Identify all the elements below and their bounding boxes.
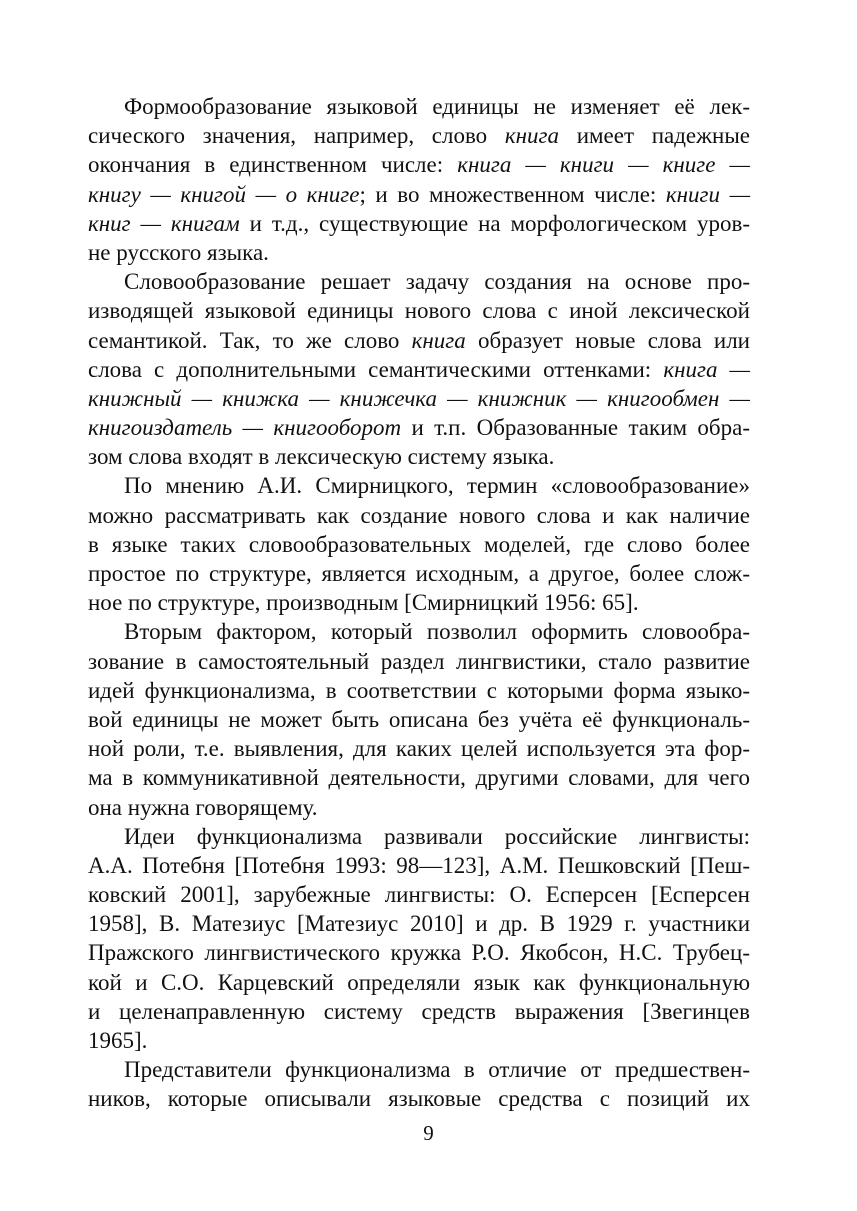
text-run: окончания в единственном числе: bbox=[88, 152, 458, 178]
text-run: сического значения, например, слово bbox=[88, 123, 505, 149]
page-body bbox=[88, 92, 750, 1114]
text-run: 1958], В. Матезиус [Матезиус 2010] и др. В 1929 г. участники bbox=[88, 911, 750, 937]
italic-text: книжный — книжка — книжечка — книжник — книгообмен — bbox=[88, 385, 750, 411]
text-line bbox=[88, 968, 750, 997]
text-run: изводящей языковой единицы нового слова с иной лексической bbox=[88, 298, 750, 324]
text-line bbox=[88, 296, 750, 325]
text-run: Вторым фактором, который позволил оформить словообра- bbox=[124, 619, 750, 645]
text-line bbox=[88, 384, 750, 413]
text-run: кой и С.О. Карцевский определяли язык как функциональную bbox=[88, 969, 750, 995]
text-line bbox=[88, 150, 750, 179]
page-number: 9 bbox=[423, 1121, 434, 1145]
text-line bbox=[88, 355, 750, 384]
text-run: идей функционализма, в соответствии с которыми форма языко- bbox=[88, 677, 750, 703]
text-run: в языке таких словообразовательных моделей, где слово более bbox=[88, 531, 750, 557]
text-run: ковский 2001], зарубежные лингвисты: О. Есперсен [Есперсен bbox=[88, 882, 750, 908]
text-run: ма в коммуникативной деятельности, другими словами, для чего bbox=[88, 765, 750, 791]
text-line bbox=[88, 734, 750, 763]
text-line bbox=[88, 559, 750, 588]
paragraph bbox=[88, 92, 750, 267]
text-run: простое по структуре, является исходным, а другое, более слож- bbox=[88, 561, 750, 586]
text-run: зом слова входят в лексическую систему языка. bbox=[88, 444, 555, 470]
paragraph bbox=[88, 822, 750, 1056]
italic-text: книга bbox=[411, 327, 466, 353]
text-run: вой единицы не может быть описана без учёта её функциональ- bbox=[88, 706, 750, 732]
text-line bbox=[88, 647, 750, 676]
italic-text: книг — книгам bbox=[88, 210, 240, 236]
text-run: и т.п. Образованные таким обра- bbox=[401, 415, 750, 441]
text-line bbox=[88, 1026, 750, 1055]
text-run: По мнению А.И. Смирницкого, термин «словообразование» bbox=[124, 473, 750, 499]
text-run: и целенаправленную систему средств выражения [Звегинцев bbox=[88, 998, 750, 1024]
text-line bbox=[88, 909, 750, 938]
text-line bbox=[88, 997, 750, 1026]
paragraph bbox=[88, 267, 750, 471]
paragraph bbox=[88, 617, 750, 821]
text-line bbox=[88, 530, 750, 559]
text-run: Представители функционализма в отличие от предшествен- bbox=[124, 1057, 750, 1083]
text-run: зование в самостоятельный раздел лингвистики, стало развитие bbox=[88, 648, 750, 674]
text-run: Пражского лингвистического кружка Р.О. Якобсон, Н.С. Трубец- bbox=[88, 940, 750, 966]
text-line bbox=[88, 121, 750, 150]
text-run: образует новые слова или bbox=[465, 327, 750, 353]
text-run: ; и во множественном числе: bbox=[359, 181, 666, 207]
italic-text: книга — bbox=[663, 356, 751, 382]
text-line bbox=[88, 180, 750, 209]
text-line bbox=[88, 413, 750, 442]
text-line bbox=[88, 92, 750, 121]
text-line bbox=[88, 326, 750, 355]
text-line bbox=[88, 851, 750, 880]
text-run: 1965]. bbox=[88, 1028, 148, 1053]
text-run: можно рассматривать как создание нового слова и как наличие bbox=[88, 502, 750, 528]
italic-text: книгу — книгой — о книге bbox=[88, 181, 360, 207]
text-line bbox=[88, 209, 750, 238]
text-line bbox=[88, 793, 750, 822]
text-line bbox=[88, 267, 750, 296]
text-run: ное по структуре, производным [Смирницкий 1956: 65]. bbox=[88, 590, 639, 616]
text-run: Идеи функционализма развивали российские лингвисты: bbox=[124, 823, 750, 849]
text-run: семантикой. Так, то же слово bbox=[88, 327, 412, 353]
text-run: и т.д., существующие на морфологическом уров- bbox=[239, 210, 750, 236]
text-line bbox=[88, 1084, 750, 1113]
italic-text: книга — книги — книге — bbox=[457, 152, 750, 178]
text-line bbox=[88, 471, 750, 500]
text-line bbox=[88, 588, 750, 617]
text-line bbox=[88, 1055, 750, 1084]
italic-text: книги — bbox=[665, 181, 751, 207]
text-line bbox=[88, 705, 750, 734]
text-run: ной роли, т.е. выявления, для каких целей используется эта фор- bbox=[88, 736, 750, 762]
text-run: не русского языка. bbox=[88, 239, 269, 265]
text-run: она нужна говорящему. bbox=[88, 794, 318, 820]
text-line bbox=[88, 938, 750, 967]
text-run: имеет падежные bbox=[559, 123, 751, 149]
italic-text: книгоиздатель — книгооборот bbox=[88, 415, 402, 441]
paragraph bbox=[88, 1055, 750, 1113]
text-line bbox=[88, 676, 750, 705]
text-line bbox=[88, 617, 750, 646]
text-line bbox=[88, 763, 750, 792]
text-run: Формообразование языковой единицы не изменяет её лек- bbox=[124, 94, 750, 119]
text-line bbox=[88, 238, 750, 267]
text-line bbox=[88, 880, 750, 909]
text-run: ников, которые описывали языковые средства с позиций их bbox=[88, 1086, 750, 1112]
text-line bbox=[88, 501, 750, 530]
italic-text: книга bbox=[504, 123, 559, 149]
text-line bbox=[88, 822, 750, 851]
text-line bbox=[88, 442, 750, 471]
text-run: А.А. Потебня [Потебня 1993: 98—123], А.М. Пешковский [Пеш- bbox=[88, 852, 750, 878]
paragraph bbox=[88, 471, 750, 617]
text-run: слова с дополнительными семантическими оттенками: bbox=[88, 356, 664, 382]
text-run: Словообразование решает задачу создания на основе про- bbox=[124, 269, 750, 295]
